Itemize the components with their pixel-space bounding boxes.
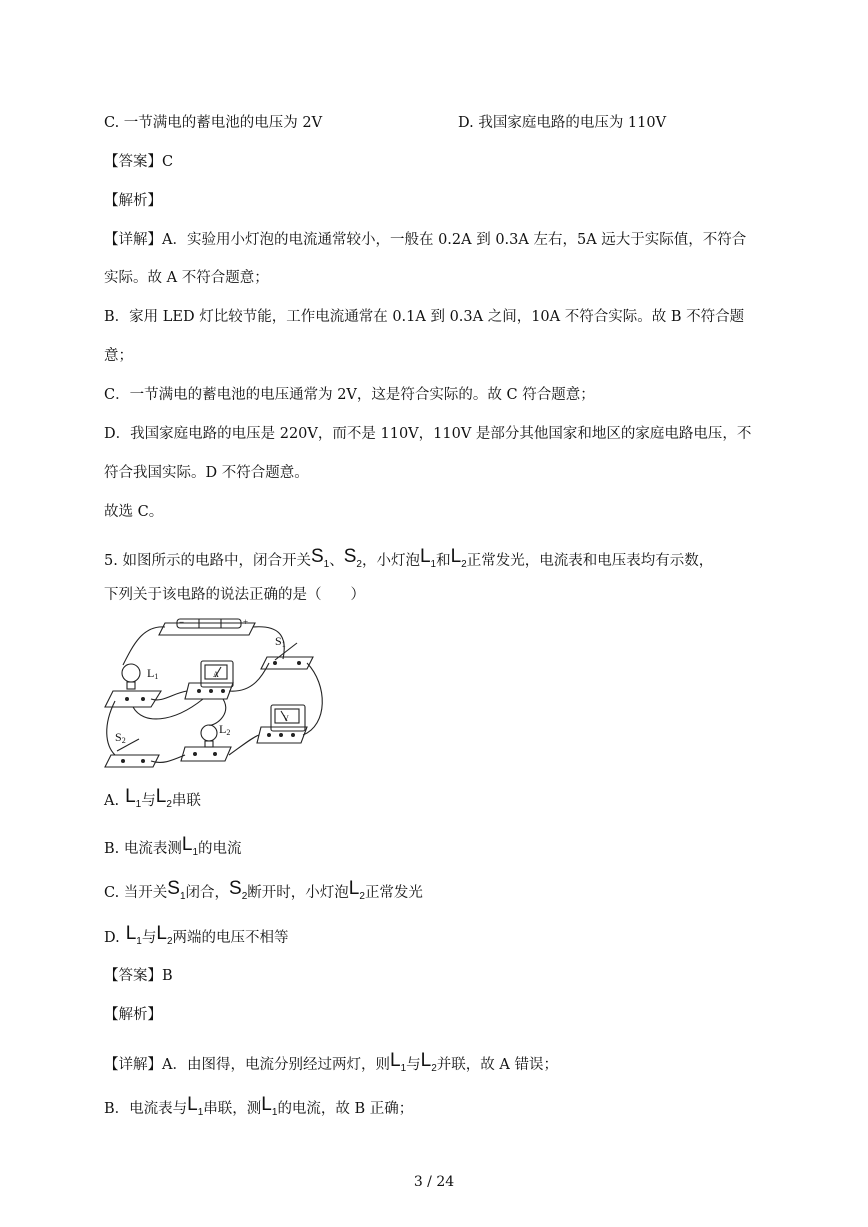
q4-answer: 【答案】C [104, 154, 174, 170]
s1-label: S1 [275, 634, 286, 649]
q5-option-d: D. $L_1$与$L_2$两端的电压不相等 [104, 923, 289, 947]
q4-detail-line: 故选 C。 [104, 504, 164, 520]
q5-option-b: B. 电流表测$L_1$的电流 [104, 834, 242, 858]
q5-analysis-title: 【解析】 [104, 1007, 162, 1023]
q5-detail-a: 【详解】A．由图得，电流分别经过两灯，则$L_1$与$L_2$并联，故 A 错误； [104, 1050, 558, 1074]
ammeter-label: A [213, 670, 219, 679]
q5-answer: 【答案】B [104, 968, 173, 984]
q5-option-c: C. 当开关$S_1$闭合，$S_2$断开时，小灯泡$L_2$正常发光 [104, 878, 423, 902]
q4-detail-line: D．我国家庭电路的电压是 220V，而不是 110V，110V 是部分其他国家和地区的家庭电路电压，不 [104, 426, 752, 442]
q5-stem-line1: 5. 如图所示的电路中，闭合开关$S_1$、$S_2$，小灯泡$L_1$和$L_2$正常发光，电流表和电压表均有示数， [104, 546, 714, 570]
q4-detail-line: 实际。故 A 不符合题意； [104, 270, 269, 286]
q4-detail-line: 【详解】A．实验用小灯泡的电流通常较小，一般在 0.2A 到 0.3A 左右，5A 远大于实际值，不符合 [104, 232, 747, 248]
q4-detail-line: 符合我国实际。D 不符合题意。 [104, 465, 309, 481]
q5-stem-line2: 下列关于该电路的说法正确的是（ ） [104, 587, 365, 603]
voltmeter-label: V [283, 714, 289, 723]
q5-detail-b: B．电流表与$L_1$串联，测$L_1$的电流，故 B 正确； [104, 1094, 414, 1118]
q4-analysis-title: 【解析】 [104, 193, 162, 209]
q5-option-a: A. $L_1$与$L_2$串联 [104, 786, 201, 810]
s2-label: S2 [115, 730, 126, 745]
battery-minus-label: − [179, 617, 185, 627]
q4-detail-line: 意； [104, 348, 133, 364]
battery-plus-label: + [243, 617, 249, 627]
q4-option-c: C. 一节满电的蓄电池的电压为 2V [104, 115, 323, 131]
q4-detail-line: C．一节满电的蓄电池的电压通常为 2V，这是符合实际的。故 C 符合题意； [104, 387, 595, 403]
q4-detail-line: B．家用 LED 灯比较节能，工作电流通常在 0.1A 到 0.3A 之间，10A 不符合实际。故 B 不符合题 [104, 309, 745, 325]
page-number: 3 / 24 [413, 1174, 455, 1190]
l2-label: L2 [219, 722, 231, 737]
q4-option-d: D. 我国家庭电路的电压为 110V [458, 115, 667, 131]
l1-label: L1 [147, 666, 159, 681]
circuit-diagram [103, 615, 335, 775]
